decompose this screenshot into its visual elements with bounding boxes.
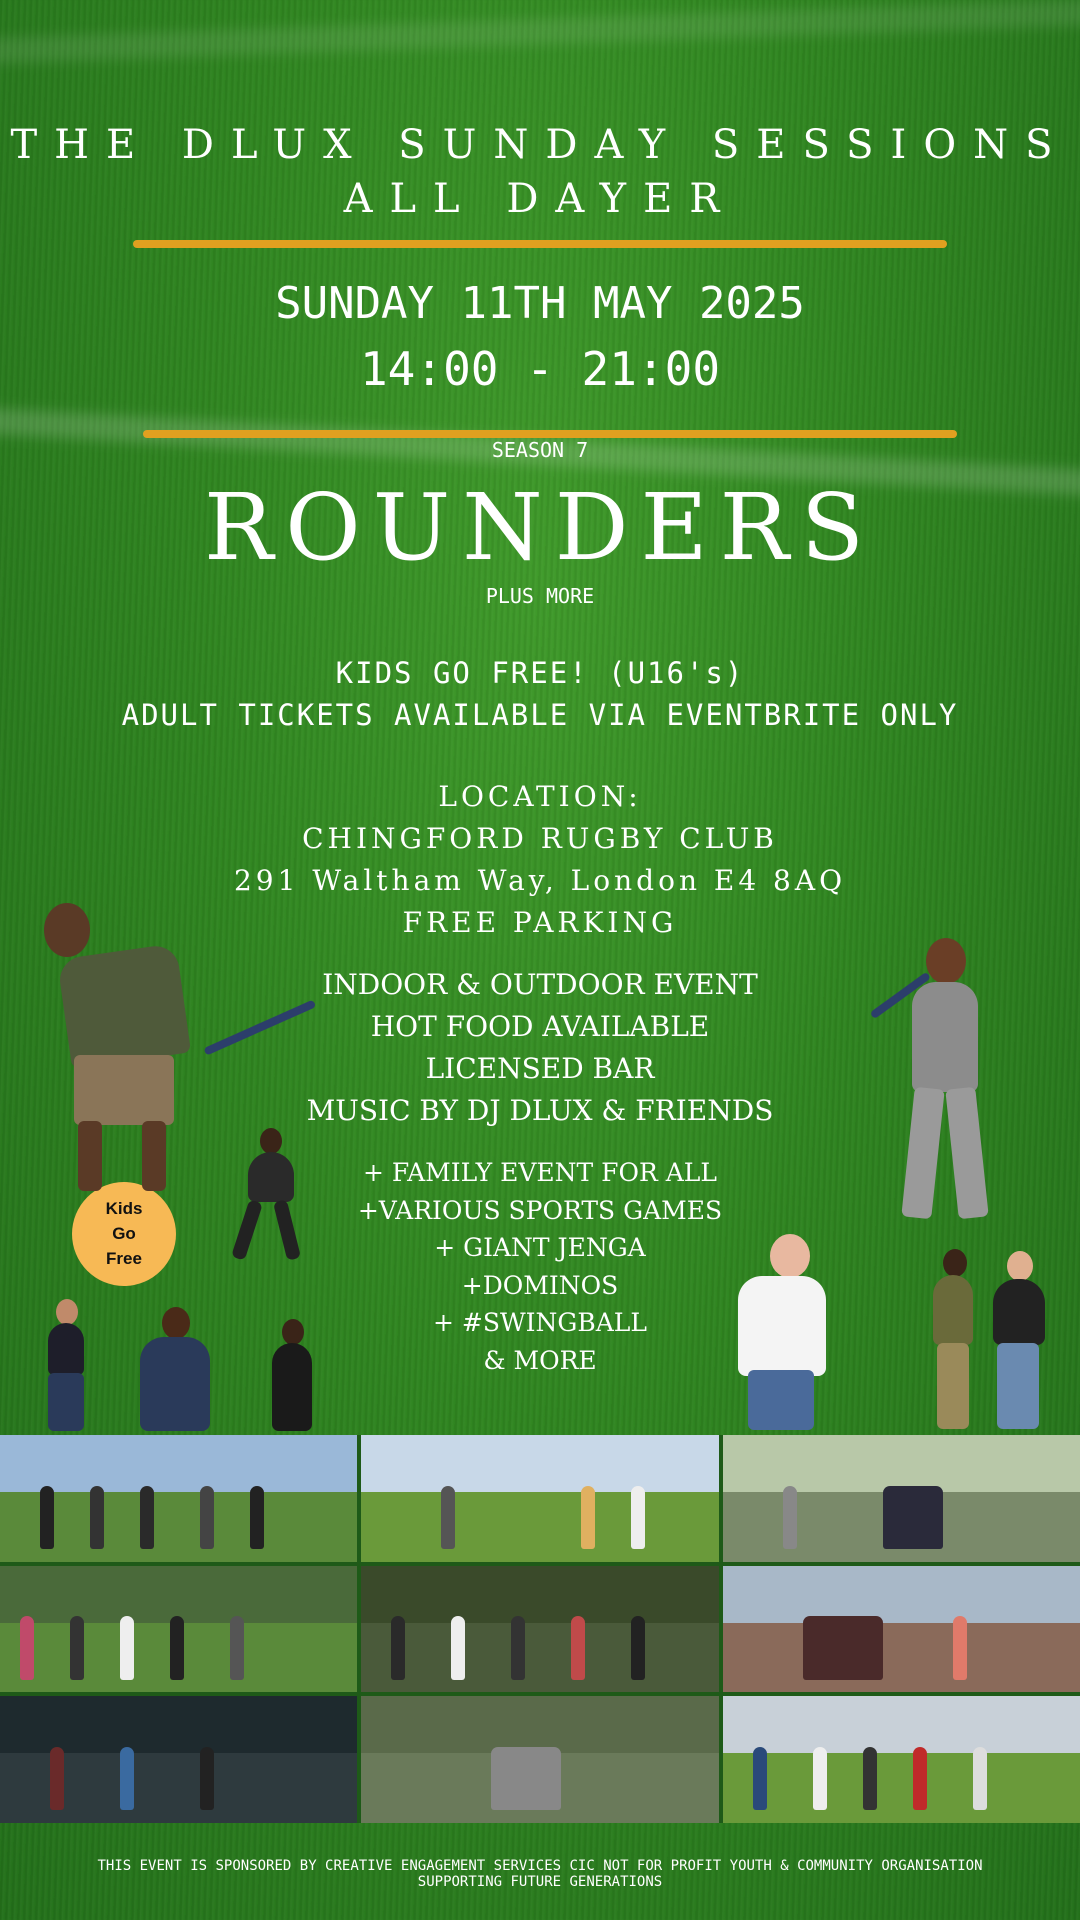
event-photo xyxy=(723,1696,1080,1823)
event-photo xyxy=(0,1566,357,1693)
feature-item: MUSIC BY DJ DLUX & FRIENDS xyxy=(306,1094,774,1127)
headline: ROUNDERS xyxy=(204,474,876,581)
badge-line: Kids xyxy=(105,1199,143,1218)
kids-go-free-badge xyxy=(72,1182,176,1286)
event-photo xyxy=(361,1566,718,1693)
event-title-line: ALL DAYER xyxy=(343,176,737,222)
season-label: SEASON 7 xyxy=(491,438,589,462)
ticket-line: ADULT TICKETS AVAILABLE VIA EVENTBRITE ONLY xyxy=(121,698,959,732)
ticket-line: KIDS GO FREE! (U16's) xyxy=(335,656,745,690)
extra-item: + #SWINGBALL xyxy=(432,1308,647,1337)
player-pitcher-figure xyxy=(712,1230,852,1430)
extra-item: + FAMILY EVENT FOR ALL xyxy=(363,1158,717,1187)
extra-item: & MORE xyxy=(483,1345,597,1375)
event-photo xyxy=(723,1435,1080,1562)
badge-line: Go xyxy=(112,1224,136,1243)
event-photo xyxy=(0,1435,357,1562)
photo-collage xyxy=(0,1435,1080,1823)
footer-line: SUPPORTING FUTURE GENERATIONS xyxy=(417,1874,663,1890)
venue-name: CHINGFORD RUGBY CLUB xyxy=(302,822,778,855)
event-photo xyxy=(723,1566,1080,1693)
divider-rule xyxy=(133,240,947,248)
feature-item: LICENSED BAR xyxy=(425,1052,655,1085)
sponsor-footer xyxy=(0,1858,1080,1890)
pitch-line xyxy=(0,0,1080,65)
spectators-left-figure xyxy=(20,1295,340,1435)
spectators-right-figure xyxy=(925,1245,1065,1435)
badge-line: Free xyxy=(106,1249,142,1268)
parking-info: FREE PARKING xyxy=(402,906,678,939)
event-photo xyxy=(0,1696,357,1823)
player-fielder-figure xyxy=(220,1128,320,1268)
event-date: SUNDAY 11TH MAY 2025 xyxy=(275,278,805,329)
extra-item: + GIANT JENGA xyxy=(434,1233,646,1262)
event-title xyxy=(0,118,1080,226)
location-heading: LOCATION: xyxy=(438,780,642,813)
event-photo xyxy=(361,1696,718,1823)
event-photo xyxy=(361,1435,718,1562)
ticket-info xyxy=(0,652,1080,736)
venue-address: 291 Waltham Way, London E4 8AQ xyxy=(233,864,847,897)
extra-item: +VARIOUS SPORTS GAMES xyxy=(357,1195,723,1225)
subheadline: PLUS MORE xyxy=(485,584,595,608)
player-batter-figure xyxy=(30,895,230,1195)
player-child-figure xyxy=(880,938,1010,1228)
event-title-line: THE DLUX SUNDAY SESSIONS xyxy=(10,122,1070,168)
feature-item: HOT FOOD AVAILABLE xyxy=(370,1010,710,1043)
footer-line: THIS EVENT IS SPONSORED BY CREATIVE ENGAGEMENT SERVICES CIC NOT FOR PROFIT YOUTH & COMMUNITY ORGANISATION xyxy=(97,1858,983,1874)
divider-rule xyxy=(143,430,957,438)
feature-item: INDOOR & OUTDOOR EVENT xyxy=(322,968,758,1001)
extra-item: +DOMINOS xyxy=(461,1270,619,1300)
event-time: 14:00 - 21:00 xyxy=(359,342,721,396)
